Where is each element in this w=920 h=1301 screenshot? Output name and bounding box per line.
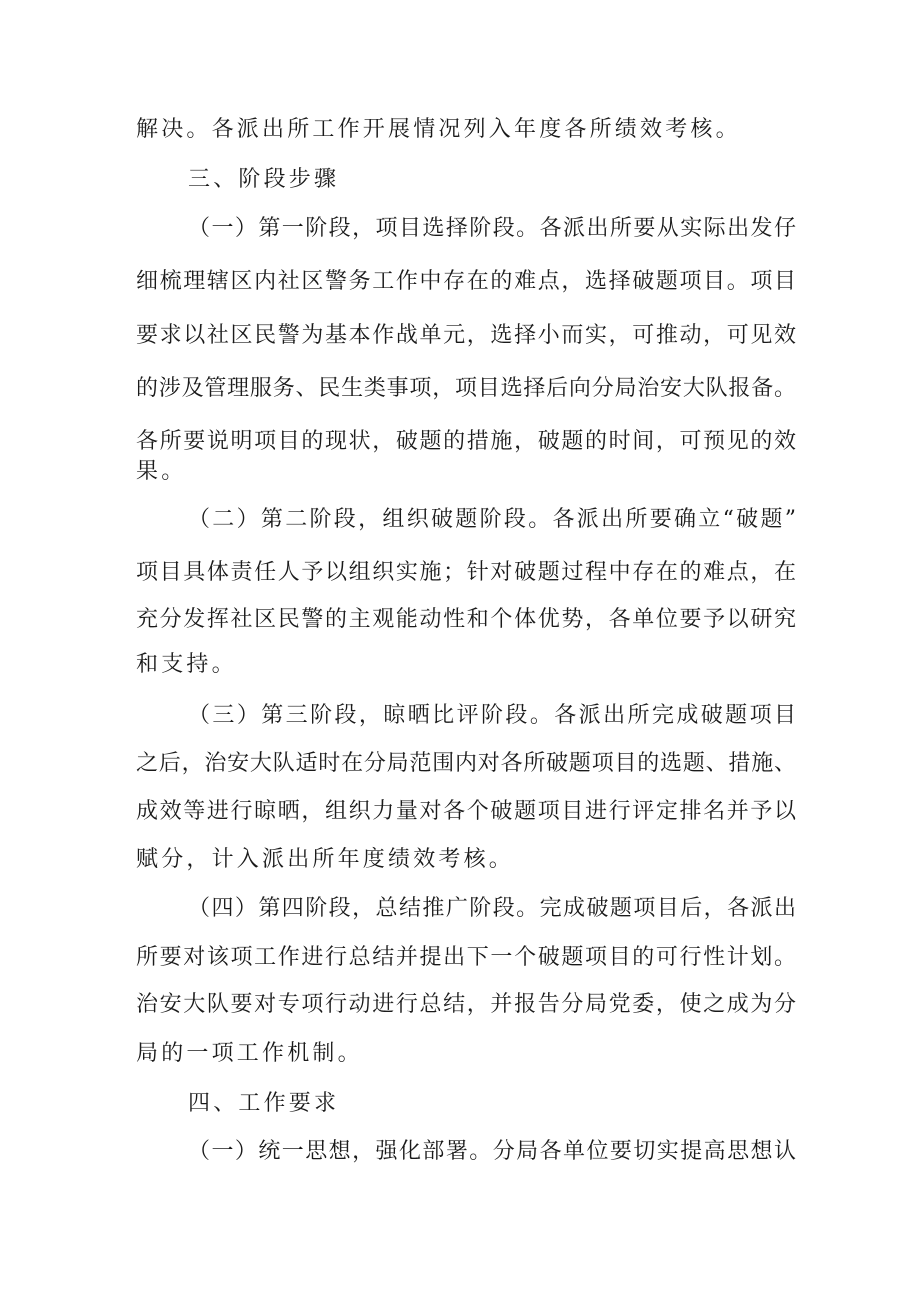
text-line: 赋分，计入派出所年度绩效考核。 bbox=[136, 847, 515, 872]
text-line: 要求以社区民警为基本作战单元，选择小而实，可推动，可见效 bbox=[136, 323, 796, 348]
text-line: （一）统一思想，强化部署。分局各单位要切实提高思想认 bbox=[188, 1139, 796, 1164]
text-line: 治安大队要对专项行动进行总结，并报告分局党委，使之成为分 bbox=[136, 992, 796, 1017]
text-line: 成效等进行晾晒，组织力量对各个破题项目进行评定排名并予以 bbox=[136, 799, 796, 824]
text-line: 局的一项工作机制。 bbox=[136, 1041, 363, 1066]
text-line: 项目具体责任人予以组织实施；针对破题过程中存在的难点，在 bbox=[136, 560, 796, 585]
text-line: 的涉及管理服务、民生类事项，项目选择后向分局治安大队报备。 bbox=[136, 376, 796, 401]
text-line: 果。 bbox=[136, 459, 187, 484]
text-line: 之后，治安大队适时在分局范围内对各所破题项目的选题、措施、 bbox=[136, 751, 796, 776]
text-line: （三）第三阶段，晾晒比评阶段。各派出所完成破题项目 bbox=[188, 703, 796, 728]
section-heading: 四、工作要求 bbox=[188, 1091, 340, 1116]
text-line: 所要对该项工作进行总结并提出下一个破题项目的可行性计划。 bbox=[136, 945, 796, 970]
section-heading: 三、阶段步骤 bbox=[188, 167, 340, 192]
text-line: 和支持。 bbox=[136, 652, 237, 677]
text-line: 充分发挥社区民警的主观能动性和个体优势，各单位要予以研究 bbox=[136, 607, 796, 632]
text-line: （二）第二阶段，组织破题阶段。各派出所要确立“破题” bbox=[188, 507, 796, 532]
text-line: 各所要说明项目的现状，破题的措施，破题的时间，可预见的效 bbox=[136, 429, 796, 454]
text-line: （四）第四阶段，总结推广阶段。完成破题项目后，各派出 bbox=[188, 896, 796, 921]
text-line: 解决。各派出所工作开展情况列入年度各所绩效考核。 bbox=[136, 117, 741, 142]
text-line: 细梳理辖区内社区警务工作中存在的难点，选择破题项目。项目 bbox=[136, 269, 796, 294]
text-line: （一）第一阶段，项目选择阶段。各派出所要从实际出发仔 bbox=[188, 216, 796, 241]
